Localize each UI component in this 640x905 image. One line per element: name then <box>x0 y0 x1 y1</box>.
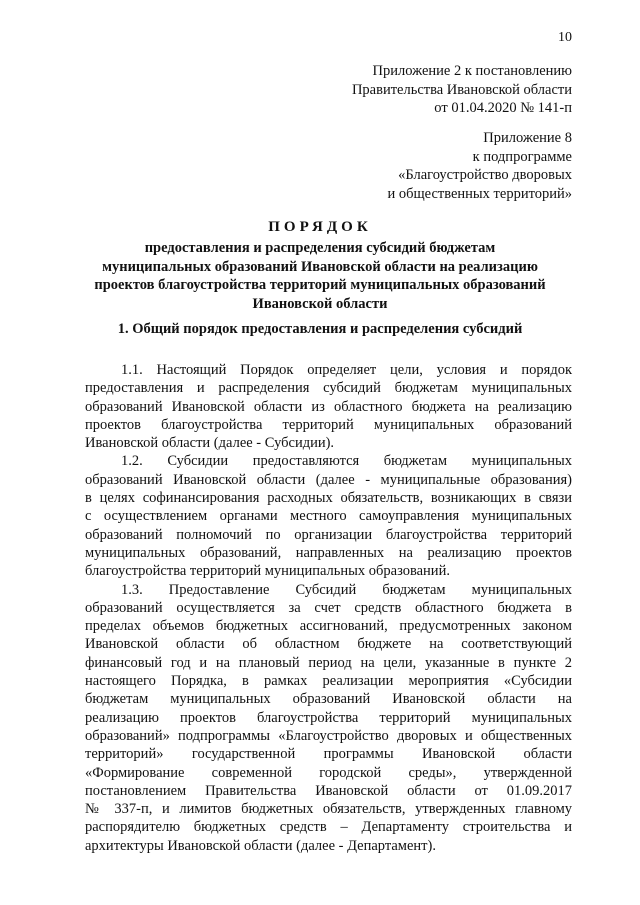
paragraph-line: с осуществлением органами местного самоуправления муниципальных <box>85 508 572 525</box>
paragraph-line: образований» подпрограммы «Благоустройство дворовых и общественных <box>85 727 572 744</box>
section-heading: 1. Общий порядок предоставления и распределения субсидий <box>117 321 523 337</box>
page-number: 10 <box>558 30 572 45</box>
paragraph-line: Ивановской области (далее - Субсидии). <box>85 435 335 452</box>
appendix-2-line: от 01.04.2020 № 141-п <box>434 100 572 116</box>
appendix-8-line: «Благоустройство дворовых <box>398 167 572 183</box>
paragraph-line: образований Ивановской области из областного бюджета на реализацию <box>85 398 572 415</box>
appendix-8-line: к подпрограмме <box>472 148 572 165</box>
paragraph-line: проектов благоустройства территорий муниципальных образований <box>85 416 572 433</box>
appendix-2-line: Приложение 2 к постановлению <box>372 63 572 79</box>
paragraph <box>85 581 572 855</box>
paragraph-line: распорядителю бюджетных средств – Департаменту строительства и <box>85 819 572 836</box>
paragraph-line: пределах объемов бюджетных ассигнований, предусмотренных законом <box>85 618 572 635</box>
subtitle-line: Ивановской области <box>252 295 388 312</box>
paragraph-line: муниципальных образований, направленных на реализацию проектов <box>85 544 572 561</box>
paragraph-line: № 337-п, и лимитов бюджетных обязательств, утвержденных главному <box>85 801 572 818</box>
paragraph-line: образований полномочий по организации благоустройства территорий <box>85 526 572 543</box>
paragraph-line: реализацию проектов благоустройства территорий муниципальных <box>85 709 572 726</box>
paragraph-line: территорий» государственной программы Ивановской области <box>85 746 572 763</box>
paragraph-line: образований осуществляется за счет средств областного бюджета в <box>85 599 572 616</box>
paragraph-line: образований Ивановской области (далее - муниципальные образования) <box>85 471 572 488</box>
paragraph-line: предоставления и распределения субсидий бюджетам муниципальных <box>85 380 572 397</box>
paragraph-line: благоустройства территорий муниципальных образований. <box>85 563 450 580</box>
appendix-2-line: Правительства Ивановской области <box>351 81 572 98</box>
appendix-8-line: Приложение 8 <box>483 130 572 146</box>
paragraph-line: 1.3. Предоставление Субсидий бюджетам муниципальных <box>121 581 572 598</box>
subtitle-line: муниципальных образований Ивановской области на реализацию <box>102 258 538 275</box>
paragraph-line: 1.2. Субсидии предоставляются бюджетам муниципальных <box>121 453 572 470</box>
section-body <box>85 361 572 855</box>
paragraph-line: настоящего Порядка, в рамках реализации мероприятия «Субсидии <box>85 673 572 690</box>
appendix-8-line: и общественных территорий» <box>387 185 572 202</box>
paragraph-line: Ивановской области об областном бюджете на соответствующий <box>85 636 572 653</box>
appendix-2-header <box>352 62 572 118</box>
subtitle-line: проектов благоустройства территорий муниципальных образований <box>94 277 546 293</box>
paragraph-line: постановлением Правительства Ивановской области от 01.09.2017 <box>85 782 572 799</box>
paragraph <box>85 361 572 452</box>
document-subtitle <box>70 239 570 313</box>
paragraph-line: в целях софинансирования расходных обязательств, возникающих в связи <box>85 490 572 507</box>
document-title: ПОРЯДОК <box>268 219 372 235</box>
paragraph-line: архитектуры Ивановской области (далее - Департамент). <box>85 837 436 854</box>
subtitle-line: предоставления и распределения субсидий бюджетам <box>144 240 496 256</box>
paragraph-line: 1.1. Настоящий Порядок определяет цели, условия и порядок <box>121 362 572 378</box>
paragraph-line: бюджетам муниципальных образований Ивановской области на <box>85 691 572 708</box>
appendix-8-header <box>387 129 572 203</box>
paragraph-line: финансовый год и на плановый период на цели, указанные в пункте 2 <box>85 654 572 671</box>
paragraph-line: «Формирование современной городской среды», утвержденной <box>85 764 572 781</box>
paragraph <box>85 452 572 580</box>
